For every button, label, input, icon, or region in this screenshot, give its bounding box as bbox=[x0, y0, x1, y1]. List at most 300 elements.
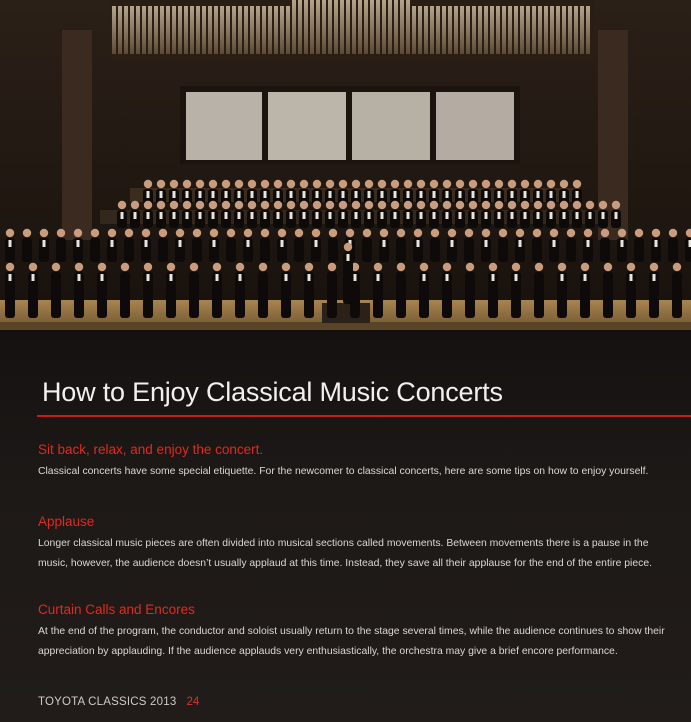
organ-pipe bbox=[154, 6, 158, 54]
musician-head bbox=[378, 180, 386, 188]
musician-head bbox=[599, 201, 607, 209]
page-footer bbox=[38, 696, 199, 708]
musician-head bbox=[397, 229, 405, 237]
musician-head bbox=[313, 201, 321, 209]
musician-head bbox=[482, 201, 490, 209]
musician-head bbox=[159, 229, 167, 237]
musician-shirt bbox=[147, 274, 150, 281]
musician-shirt bbox=[446, 212, 449, 219]
musician-head bbox=[328, 263, 336, 271]
musician-head bbox=[652, 229, 660, 237]
musician-shirt bbox=[264, 191, 267, 198]
musician-head bbox=[157, 180, 165, 188]
musician-shirt bbox=[511, 191, 514, 198]
musician-head bbox=[495, 180, 503, 188]
musician-figure bbox=[396, 238, 406, 262]
musician-figure bbox=[672, 272, 682, 318]
musician-head bbox=[417, 180, 425, 188]
musician-head bbox=[374, 263, 382, 271]
musician-head bbox=[456, 180, 464, 188]
musician-head bbox=[612, 201, 620, 209]
organ-pipe bbox=[346, 0, 350, 54]
musician-figure bbox=[396, 272, 406, 318]
musician-head bbox=[108, 229, 116, 237]
musician-head bbox=[329, 229, 337, 237]
musician-figure bbox=[327, 272, 337, 318]
organ-pipe bbox=[562, 6, 566, 54]
musician-head bbox=[282, 263, 290, 271]
musician-shirt bbox=[277, 212, 280, 219]
organ-pipe bbox=[460, 6, 464, 54]
musician-head bbox=[305, 263, 313, 271]
musician-shirt bbox=[563, 191, 566, 198]
musician-head bbox=[6, 263, 14, 271]
musician-shirt bbox=[347, 254, 350, 261]
organ-pipe bbox=[556, 6, 560, 54]
musician-head bbox=[227, 229, 235, 237]
musician-shirt bbox=[383, 240, 386, 247]
musician-head bbox=[339, 201, 347, 209]
organ-pipe bbox=[322, 0, 326, 54]
musician-shirt bbox=[561, 274, 564, 281]
musician-shirt bbox=[303, 212, 306, 219]
musician-head bbox=[635, 229, 643, 237]
musician-shirt bbox=[43, 240, 46, 247]
musician-head bbox=[352, 180, 360, 188]
musician-head bbox=[235, 180, 243, 188]
musician-shirt bbox=[78, 274, 81, 281]
organ-pipe bbox=[280, 6, 284, 54]
organ-pipe bbox=[388, 0, 392, 54]
organ-pipe bbox=[202, 6, 206, 54]
organ-pipe bbox=[520, 6, 524, 54]
musician-head bbox=[363, 229, 371, 237]
musician-head bbox=[380, 229, 388, 237]
musician-head bbox=[196, 201, 204, 209]
musician-shirt bbox=[199, 191, 202, 198]
organ-pipe bbox=[412, 6, 416, 54]
musician-shirt bbox=[472, 191, 475, 198]
musician-head bbox=[482, 180, 490, 188]
organ-pipe bbox=[130, 6, 134, 54]
organ-pipe bbox=[514, 6, 518, 54]
musician-shirt bbox=[553, 240, 556, 247]
organ-pipe bbox=[418, 6, 422, 54]
organ-pipe bbox=[478, 6, 482, 54]
musician-head bbox=[144, 180, 152, 188]
organ-pipe bbox=[448, 6, 452, 54]
musician-shirt bbox=[251, 191, 254, 198]
organ-pipe bbox=[454, 6, 458, 54]
musician-head bbox=[91, 229, 99, 237]
organ-pipe bbox=[568, 6, 572, 54]
section-body: Classical concerts have some special etiquette. For the newcomer to classical concerts, here are some tips on how to enjoy yourself. bbox=[38, 466, 649, 477]
musician-head bbox=[261, 229, 269, 237]
musician-head bbox=[466, 263, 474, 271]
organ-pipe bbox=[196, 6, 200, 54]
musician-head bbox=[521, 201, 529, 209]
musician-head bbox=[170, 180, 178, 188]
musician-shirt bbox=[368, 191, 371, 198]
musician-head bbox=[287, 180, 295, 188]
organ-pipe bbox=[580, 6, 584, 54]
musician-head bbox=[210, 229, 218, 237]
musician-head bbox=[567, 229, 575, 237]
musician-head bbox=[142, 229, 150, 237]
organ-pipe bbox=[352, 0, 356, 54]
musician-figure bbox=[430, 238, 440, 262]
musician-shirt bbox=[423, 274, 426, 281]
musician-shirt bbox=[199, 212, 202, 219]
musician-shirt bbox=[472, 212, 475, 219]
musician-shirt bbox=[498, 191, 501, 198]
organ-pipe bbox=[310, 0, 314, 54]
musician-head bbox=[261, 201, 269, 209]
organ-pipe bbox=[136, 6, 140, 54]
musician-head bbox=[98, 263, 106, 271]
musician-shirt bbox=[459, 212, 462, 219]
musician-shirt bbox=[524, 191, 527, 198]
musician-shirt bbox=[420, 212, 423, 219]
musician-shirt bbox=[407, 212, 410, 219]
musician-shirt bbox=[377, 274, 380, 281]
musician-head bbox=[469, 201, 477, 209]
organ-pipe bbox=[538, 6, 542, 54]
section-heading: Curtain Calls and Encores bbox=[38, 602, 195, 617]
musician-shirt bbox=[238, 191, 241, 198]
musician-figure bbox=[51, 272, 61, 318]
musician-shirt bbox=[433, 212, 436, 219]
page-number: 24 bbox=[186, 696, 200, 708]
musician-head bbox=[259, 263, 267, 271]
musician-shirt bbox=[485, 191, 488, 198]
musician-head bbox=[443, 263, 451, 271]
musician-shirt bbox=[308, 274, 311, 281]
section-heading: Applause bbox=[38, 514, 95, 529]
musician-figure bbox=[532, 238, 542, 262]
organ-pipe bbox=[442, 6, 446, 54]
musician-head bbox=[586, 201, 594, 209]
organ-pipe bbox=[298, 0, 302, 54]
musician-head bbox=[176, 229, 184, 237]
musician-head bbox=[650, 263, 658, 271]
musician-shirt bbox=[355, 191, 358, 198]
musician-shirt bbox=[9, 274, 12, 281]
musician-shirt bbox=[498, 212, 501, 219]
musician-shirt bbox=[101, 274, 104, 281]
musician-head bbox=[512, 263, 520, 271]
musician-shirt bbox=[417, 240, 420, 247]
article-content bbox=[0, 330, 691, 722]
musician-shirt bbox=[329, 212, 332, 219]
organ-pipe bbox=[430, 6, 434, 54]
musician-head bbox=[547, 180, 555, 188]
organ-pipe bbox=[214, 6, 218, 54]
organ-pipe bbox=[112, 6, 116, 54]
musician-figure bbox=[566, 238, 576, 262]
musician-head bbox=[287, 201, 295, 209]
organ-pipe bbox=[358, 0, 362, 54]
musician-head bbox=[144, 263, 152, 271]
musician-shirt bbox=[515, 274, 518, 281]
musician-head bbox=[222, 201, 230, 209]
musician-head bbox=[40, 229, 48, 237]
musician-shirt bbox=[121, 212, 124, 219]
musician-shirt bbox=[179, 240, 182, 247]
musician-shirt bbox=[576, 212, 579, 219]
musician-head bbox=[57, 229, 65, 237]
musician-figure bbox=[258, 272, 268, 318]
musician-shirt bbox=[653, 274, 656, 281]
musician-head bbox=[397, 263, 405, 271]
musician-shirt bbox=[446, 191, 449, 198]
organ-pipe bbox=[496, 6, 500, 54]
musician-shirt bbox=[615, 212, 618, 219]
musician-shirt bbox=[381, 212, 384, 219]
musician-shirt bbox=[264, 212, 267, 219]
musician-shirt bbox=[446, 274, 449, 281]
organ-pipe bbox=[316, 0, 320, 54]
organ-pipe bbox=[184, 6, 188, 54]
musician-figure bbox=[189, 272, 199, 318]
organ-pipe bbox=[166, 6, 170, 54]
musician-head bbox=[261, 180, 269, 188]
organ-pipe bbox=[292, 0, 296, 54]
musician-shirt bbox=[602, 212, 605, 219]
musician-shirt bbox=[239, 274, 242, 281]
musician-head bbox=[443, 201, 451, 209]
organ-pipe bbox=[586, 6, 590, 54]
musician-head bbox=[489, 263, 497, 271]
organ-pipe bbox=[232, 6, 236, 54]
musician-shirt bbox=[173, 191, 176, 198]
musician-shirt bbox=[655, 240, 658, 247]
organ-pipe bbox=[508, 6, 512, 54]
musician-head bbox=[222, 180, 230, 188]
organ-pipe bbox=[160, 6, 164, 54]
organ-pipe bbox=[400, 0, 404, 54]
musician-head bbox=[560, 180, 568, 188]
musician-head bbox=[312, 229, 320, 237]
musician-head bbox=[669, 229, 677, 237]
musician-shirt bbox=[145, 240, 148, 247]
musician-shirt bbox=[584, 274, 587, 281]
musician-shirt bbox=[186, 191, 189, 198]
musician-head bbox=[248, 201, 256, 209]
musician-shirt bbox=[630, 274, 633, 281]
musician-head bbox=[313, 180, 321, 188]
musician-shirt bbox=[216, 274, 219, 281]
organ-pipe bbox=[238, 6, 242, 54]
organ-pipe bbox=[424, 6, 428, 54]
musician-head bbox=[75, 263, 83, 271]
musician-shirt bbox=[394, 212, 397, 219]
musician-shirt bbox=[225, 212, 228, 219]
musician-figure bbox=[328, 238, 338, 262]
musician-head bbox=[326, 180, 334, 188]
organ-pipe bbox=[376, 0, 380, 54]
musician-head bbox=[535, 263, 543, 271]
musician-figure bbox=[22, 238, 32, 262]
musician-head bbox=[278, 229, 286, 237]
organ-pipe bbox=[286, 6, 290, 54]
organ-pipe bbox=[244, 6, 248, 54]
musician-shirt bbox=[550, 212, 553, 219]
orchestra-stage-illustration bbox=[0, 0, 691, 330]
organ-pipe bbox=[250, 6, 254, 54]
musician-head bbox=[391, 180, 399, 188]
musician-head bbox=[508, 201, 516, 209]
organ-pipe bbox=[334, 0, 338, 54]
organ-pipe bbox=[406, 0, 410, 54]
organ-pipe bbox=[226, 6, 230, 54]
organ-pipe bbox=[220, 6, 224, 54]
musician-shirt bbox=[277, 191, 280, 198]
musician-shirt bbox=[212, 212, 215, 219]
musician-head bbox=[339, 180, 347, 188]
musician-head bbox=[508, 180, 516, 188]
musician-head bbox=[144, 201, 152, 209]
musician-figure bbox=[464, 238, 474, 262]
page-title: How to Enjoy Classical Music Concerts bbox=[42, 377, 503, 407]
organ-pipe bbox=[544, 6, 548, 54]
musician-shirt bbox=[238, 212, 241, 219]
musician-shirt bbox=[511, 212, 514, 219]
organ-pipe bbox=[148, 6, 152, 54]
organ-pipe bbox=[262, 6, 266, 54]
musician-figure bbox=[124, 238, 134, 262]
musician-head bbox=[196, 180, 204, 188]
musician-head bbox=[534, 180, 542, 188]
musician-shirt bbox=[111, 240, 114, 247]
musician-figure bbox=[362, 238, 372, 262]
musician-head bbox=[618, 229, 626, 237]
musician-shirt bbox=[225, 191, 228, 198]
musician-shirt bbox=[170, 274, 173, 281]
musician-figure bbox=[668, 238, 678, 262]
organ-pipe bbox=[256, 6, 260, 54]
organ-pipe bbox=[526, 6, 530, 54]
organ-pipe bbox=[304, 0, 308, 54]
organ-pipe bbox=[364, 0, 368, 54]
musician-head bbox=[534, 201, 542, 209]
musician-head bbox=[183, 201, 191, 209]
musician-head bbox=[170, 201, 178, 209]
organ-pipe bbox=[370, 0, 374, 54]
musician-head bbox=[443, 180, 451, 188]
organ-pipe bbox=[574, 6, 578, 54]
musician-shirt bbox=[537, 191, 540, 198]
musician-head bbox=[417, 201, 425, 209]
section-curtain-calls bbox=[38, 602, 668, 662]
musician-shirt bbox=[576, 191, 579, 198]
musician-figure bbox=[226, 238, 236, 262]
musician-head bbox=[157, 201, 165, 209]
musician-head bbox=[420, 263, 428, 271]
musician-head bbox=[74, 229, 82, 237]
organ-pipe bbox=[466, 6, 470, 54]
musician-shirt bbox=[290, 212, 293, 219]
organ-pipe bbox=[118, 6, 122, 54]
musician-shirt bbox=[537, 212, 540, 219]
musician-shirt bbox=[173, 212, 176, 219]
musician-head bbox=[558, 263, 566, 271]
musician-head bbox=[391, 201, 399, 209]
musician-head bbox=[584, 229, 592, 237]
musician-head bbox=[469, 180, 477, 188]
organ-pipe bbox=[382, 0, 386, 54]
musician-head bbox=[365, 201, 373, 209]
musician-head bbox=[344, 243, 352, 251]
musician-head bbox=[521, 180, 529, 188]
musician-head bbox=[6, 229, 14, 237]
musician-shirt bbox=[550, 191, 553, 198]
musician-figure bbox=[534, 272, 544, 318]
musician-head bbox=[183, 180, 191, 188]
musician-head bbox=[23, 229, 31, 237]
musician-head bbox=[295, 229, 303, 237]
musician-head bbox=[190, 263, 198, 271]
organ-pipe bbox=[178, 6, 182, 54]
musician-head bbox=[499, 229, 507, 237]
musician-head bbox=[581, 263, 589, 271]
musician-head bbox=[673, 263, 681, 271]
musician-shirt bbox=[485, 212, 488, 219]
musician-shirt bbox=[147, 191, 150, 198]
musician-shirt bbox=[251, 212, 254, 219]
section-body: At the end of the program, the conductor and soloist usually return to the stage several times, while the audience continues to show their appreciation by applauding. If the audience applauds very enthusiastically, the orchestra may give a brief encore performance. bbox=[38, 626, 665, 657]
musician-shirt bbox=[589, 212, 592, 219]
musician-head bbox=[430, 180, 438, 188]
organ-pipe bbox=[124, 6, 128, 54]
musician-shirt bbox=[587, 240, 590, 247]
musician-shirt bbox=[459, 191, 462, 198]
musician-head bbox=[604, 263, 612, 271]
musician-head bbox=[121, 263, 129, 271]
musician-shirt bbox=[186, 212, 189, 219]
organ-pipe bbox=[340, 0, 344, 54]
musician-head bbox=[365, 180, 373, 188]
organ-pipe bbox=[268, 6, 272, 54]
musician-head bbox=[167, 263, 175, 271]
organ-pipe bbox=[502, 6, 506, 54]
musician-shirt bbox=[212, 191, 215, 198]
musician-shirt bbox=[247, 240, 250, 247]
footer-brand: TOYOTA CLASSICS 2013 bbox=[38, 696, 177, 708]
musician-shirt bbox=[213, 240, 216, 247]
musician-shirt bbox=[32, 274, 35, 281]
musician-figure bbox=[90, 238, 100, 262]
section-heading: Sit back, relax, and enjoy the concert. bbox=[38, 442, 264, 457]
organ-pipe bbox=[394, 0, 398, 54]
musician-figure bbox=[56, 238, 66, 262]
musician-shirt bbox=[342, 212, 345, 219]
musician-shirt bbox=[160, 191, 163, 198]
musician-figure bbox=[498, 238, 508, 262]
musician-shirt bbox=[381, 191, 384, 198]
organ-pipe bbox=[190, 6, 194, 54]
organ-pipe bbox=[172, 6, 176, 54]
musician-shirt bbox=[433, 191, 436, 198]
musician-shirt bbox=[354, 274, 357, 281]
musician-head bbox=[573, 201, 581, 209]
musician-head bbox=[326, 201, 334, 209]
orchestra-photo bbox=[0, 0, 691, 330]
musician-head bbox=[248, 180, 256, 188]
musician-head bbox=[29, 263, 37, 271]
musician-head bbox=[495, 201, 503, 209]
organ-pipe bbox=[208, 6, 212, 54]
